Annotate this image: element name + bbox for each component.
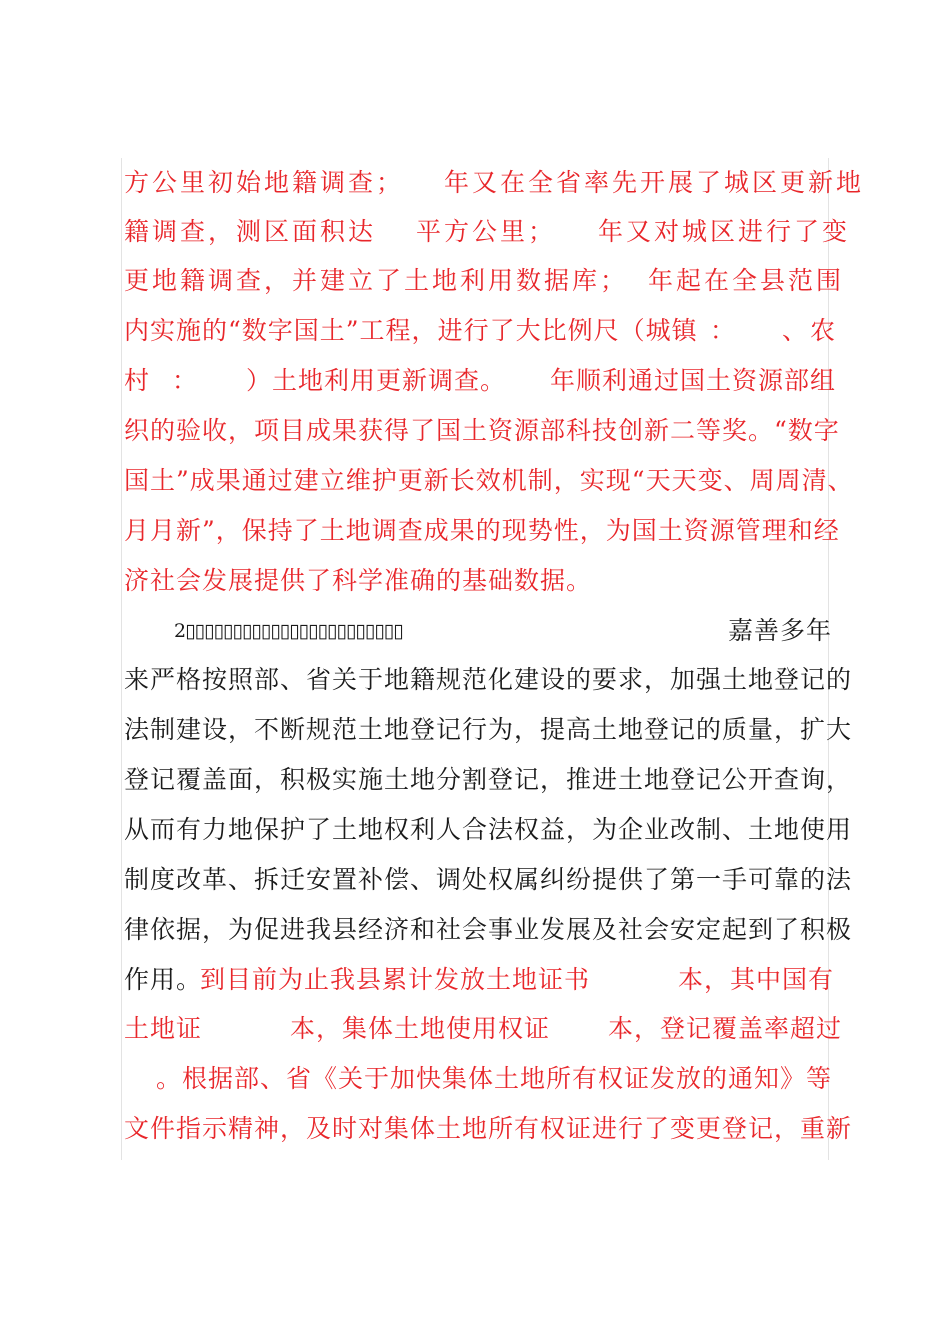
text-segment: 年又在全省率先开展了城区更新地 xyxy=(444,168,865,197)
p1-line-4 xyxy=(124,306,839,356)
p2-line-10 xyxy=(124,1054,833,1104)
p2-line-9 xyxy=(124,1004,843,1054)
left-border-line xyxy=(121,158,122,1160)
text-segment: 村 xyxy=(124,366,150,395)
p1-line-8: 月月新”，保持了土地调查成果的现势性，为国土资源管理和经 xyxy=(124,516,840,545)
p2-line-6: 制度改革、拆迁安置补偿、调处权属纠纷提供了第一手可靠的法 xyxy=(124,865,853,894)
text-segment: 、农 xyxy=(782,316,839,345)
p1-line-1 xyxy=(124,158,865,208)
text-segment: ： xyxy=(710,316,736,345)
text-segment: 籍调查，测区面积达 xyxy=(124,217,377,246)
text-segment: 到目前为止我县累计发放土地证书 xyxy=(200,965,591,994)
p1-line-6: 织的验收，项目成果获得了国土资源部科技创新二等奖。“数字 xyxy=(124,416,840,445)
text-segment: 土地证 xyxy=(124,1014,203,1043)
text-segment: 年顺利通过国土资源部组 xyxy=(550,366,837,395)
text-segment: 本，集体土地使用权证 xyxy=(290,1014,551,1043)
garbled-heading: 2▯▯▯▯▯▯▯▯▯▯▯▯▯▯▯▯▯▯▯▯▯▯▯ xyxy=(174,620,403,642)
text-segment: 内实施的“数字国土”工程，进行了大比例尺（城镇 xyxy=(124,316,698,345)
p2-line-2: 来严格按照部、省关于地籍规范化建设的要求，加强土地登记的 xyxy=(124,665,853,694)
text-segment: ）土地利用更新调查。 xyxy=(246,366,507,395)
p2-heading-line xyxy=(124,606,833,656)
text-segment: 。根据部、省《关于加快集体土地所有权证发放的通知》等 xyxy=(156,1064,833,1093)
p2-line-11: 文件指示精神，及时对集体土地所有权证进行了变更登记，重新 xyxy=(124,1114,853,1143)
p1-line-2 xyxy=(124,207,851,257)
text-segment: 本，其中国有 xyxy=(678,965,835,994)
p2-line-7: 律依据，为促进我县经济和社会事业发展及社会安定起到了积极 xyxy=(124,915,853,944)
text-segment: 年起在全县范围 xyxy=(648,266,845,295)
text-segment: 平方公里； xyxy=(416,217,557,246)
heading-tail: 嘉善多年 xyxy=(728,616,833,645)
text-segment: 本，登记覆盖率超过 xyxy=(608,1014,843,1043)
p2-line-4: 登记覆盖面，积极实施土地分割登记，推进土地登记公开查询， xyxy=(124,765,853,794)
text-segment: 方公里初始地籍调查； xyxy=(124,168,405,197)
text-segment: 作用。 xyxy=(124,965,203,994)
p2-line-8 xyxy=(124,955,835,1005)
p2-line-5: 从而有力地保护了土地权利人合法权益，为企业改制、土地使用 xyxy=(124,815,853,844)
text-segment: 更地籍调查，并建立了土地利用数据库； xyxy=(124,266,629,295)
p1-line-5 xyxy=(124,356,837,406)
p1-line-9: 济社会发展提供了科学准确的基础数据。 xyxy=(124,566,593,595)
text-segment: ： xyxy=(172,366,198,395)
p1-line-3 xyxy=(124,256,845,306)
p2-line-3: 法制建设，不断规范土地登记行为，提高土地登记的质量，扩大 xyxy=(124,715,853,744)
text-segment: 年又对城区进行了变 xyxy=(598,217,851,246)
p1-line-7: 国土”成果通过建立维护更新长效机制，实现“天天变、周周清、 xyxy=(124,466,854,495)
